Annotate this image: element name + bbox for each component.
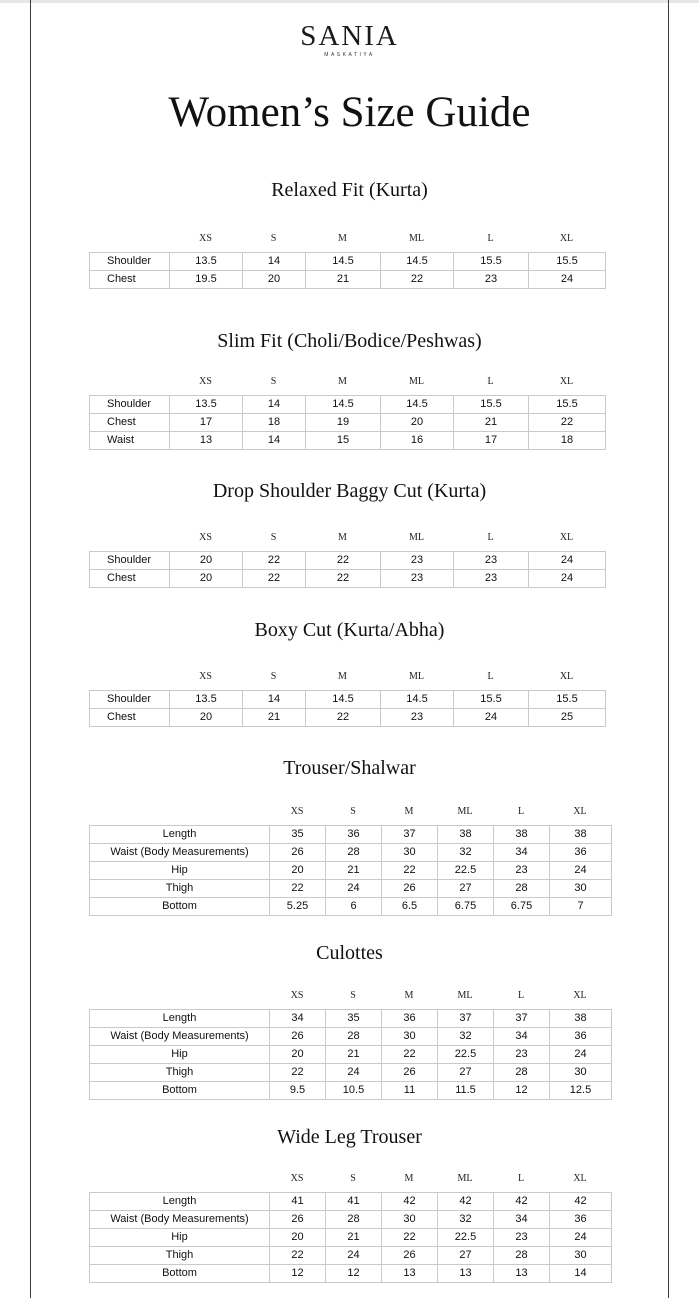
measurement-value: 41 <box>270 1193 326 1211</box>
table-row <box>90 880 612 898</box>
measurement-value: 23 <box>454 271 529 289</box>
measurement-value: 25 <box>529 709 606 727</box>
measurement-value: 24 <box>550 1229 612 1247</box>
measurement-value: 21 <box>454 414 529 432</box>
measurement-label: Shoulder <box>90 396 170 414</box>
measurement-value: 13 <box>170 432 243 450</box>
size-label-m: M <box>404 1173 414 1184</box>
measurement-label: Waist (Body Measurements) <box>90 1211 270 1229</box>
measurement-value: 42 <box>438 1193 494 1211</box>
table-row <box>90 709 606 727</box>
size-label-xl: XL <box>559 532 574 543</box>
measurement-value: 38 <box>494 826 550 844</box>
table-row <box>90 826 612 844</box>
size-label-m: M <box>338 376 347 387</box>
measurement-value: 34 <box>270 1010 326 1028</box>
measurement-value: 32 <box>438 844 494 862</box>
measurement-value: 22 <box>270 1247 326 1265</box>
measurement-value: 13 <box>382 1265 438 1283</box>
measurement-value: 30 <box>550 1247 612 1265</box>
measurement-value: 22 <box>270 880 326 898</box>
size-table-wide-leg-trouser <box>89 1192 612 1283</box>
measurement-value: 15 <box>306 432 381 450</box>
size-header-wide-leg-trouser <box>0 1173 699 1187</box>
measurement-value: 13 <box>438 1265 494 1283</box>
measurement-value: 12 <box>494 1082 550 1100</box>
measurement-value: 6.5 <box>382 898 438 916</box>
measurement-value: 13 <box>494 1265 550 1283</box>
size-label-ml: ML <box>457 806 473 817</box>
measurement-label: Chest <box>90 271 170 289</box>
measurement-value: 20 <box>243 271 306 289</box>
size-label-xl: XL <box>559 233 574 244</box>
table-row <box>90 898 612 916</box>
measurement-value: 24 <box>529 271 606 289</box>
measurement-value: 12.5 <box>550 1082 612 1100</box>
size-table-culottes <box>89 1009 612 1100</box>
measurement-value: 24 <box>326 1064 382 1082</box>
measurement-value: 36 <box>550 844 612 862</box>
section-title-drop-shoulder-baggy-cut-kurta: Drop Shoulder Baggy Cut (Kurta) <box>212 480 487 502</box>
top-border <box>0 0 699 3</box>
measurement-value: 38 <box>438 826 494 844</box>
measurement-value: 14.5 <box>381 691 454 709</box>
size-label-xl: XL <box>573 806 587 817</box>
measurement-value: 36 <box>326 826 382 844</box>
size-label-ml: ML <box>409 376 424 387</box>
measurement-value: 22 <box>306 570 381 588</box>
size-label-xl: XL <box>573 990 587 1001</box>
measurement-label: Waist (Body Measurements) <box>90 844 270 862</box>
measurement-value: 37 <box>382 826 438 844</box>
measurement-value: 22 <box>382 862 438 880</box>
section-title-culottes: Culottes <box>316 942 383 964</box>
measurement-label: Length <box>90 1193 270 1211</box>
size-label-s: S <box>270 532 277 543</box>
table-row <box>90 1211 612 1229</box>
measurement-value: 26 <box>270 1211 326 1229</box>
measurement-value: 15.5 <box>529 691 606 709</box>
size-label-ml: ML <box>457 1173 473 1184</box>
measurement-value: 10.5 <box>326 1082 382 1100</box>
measurement-value: 22 <box>306 709 381 727</box>
size-label-ml: ML <box>409 532 424 543</box>
measurement-value: 22 <box>270 1064 326 1082</box>
measurement-value: 32 <box>438 1211 494 1229</box>
measurement-value: 36 <box>550 1211 612 1229</box>
measurement-value: 12 <box>270 1265 326 1283</box>
size-label-s: S <box>270 376 277 387</box>
measurement-value: 15.5 <box>454 396 529 414</box>
size-header-trouser-shalwar <box>0 806 699 820</box>
size-label-xs: XS <box>290 1173 304 1184</box>
measurement-value: 22 <box>243 552 306 570</box>
size-label-l: L <box>517 806 525 817</box>
measurement-value: 21 <box>243 709 306 727</box>
measurement-label: Thigh <box>90 880 270 898</box>
measurement-value: 21 <box>306 271 381 289</box>
measurement-value: 35 <box>326 1010 382 1028</box>
measurement-value: 22.5 <box>438 1229 494 1247</box>
measurement-value: 23 <box>454 570 529 588</box>
measurement-value: 17 <box>454 432 529 450</box>
section-title-wide-leg-trouser: Wide Leg Trouser <box>277 1126 422 1148</box>
measurement-value: 41 <box>326 1193 382 1211</box>
size-label-ml: ML <box>409 671 424 682</box>
size-table-relaxed-fit-kurta <box>89 252 606 289</box>
measurement-value: 27 <box>438 1247 494 1265</box>
measurement-value: 20 <box>270 1046 326 1064</box>
table-row <box>90 1247 612 1265</box>
size-label-m: M <box>404 806 414 817</box>
measurement-value: 6 <box>326 898 382 916</box>
section-title-slim-fit-choli-bodice-peshwas: Slim Fit (Choli/Bodice/Peshwas) <box>217 330 482 352</box>
size-label-xl: XL <box>559 671 574 682</box>
measurement-value: 5.25 <box>270 898 326 916</box>
measurement-value: 21 <box>326 1229 382 1247</box>
brand-logo: SANIA <box>300 20 399 52</box>
size-label-xs: XS <box>199 671 212 682</box>
table-row <box>90 844 612 862</box>
measurement-value: 26 <box>382 880 438 898</box>
size-label-l: L <box>487 671 494 682</box>
measurement-value: 24 <box>550 862 612 880</box>
measurement-value: 30 <box>382 844 438 862</box>
measurement-value: 20 <box>170 709 243 727</box>
size-label-ml: ML <box>457 990 473 1001</box>
measurement-value: 15.5 <box>454 691 529 709</box>
measurement-value: 36 <box>382 1010 438 1028</box>
measurement-value: 22 <box>382 1046 438 1064</box>
measurement-value: 20 <box>270 862 326 880</box>
measurement-value: 15.5 <box>454 253 529 271</box>
measurement-value: 30 <box>550 1064 612 1082</box>
table-row <box>90 1082 612 1100</box>
measurement-value: 42 <box>550 1193 612 1211</box>
size-label-l: L <box>487 233 494 244</box>
measurement-value: 26 <box>382 1247 438 1265</box>
measurement-value: 7 <box>550 898 612 916</box>
measurement-label: Shoulder <box>90 552 170 570</box>
measurement-value: 21 <box>326 1046 382 1064</box>
measurement-value: 18 <box>529 432 606 450</box>
size-table-slim-fit-choli-bodice-peshwas <box>89 395 606 450</box>
size-label-l: L <box>487 376 494 387</box>
measurement-value: 14 <box>243 432 306 450</box>
measurement-value: 22 <box>529 414 606 432</box>
measurement-value: 11.5 <box>438 1082 494 1100</box>
measurement-value: 37 <box>494 1010 550 1028</box>
measurement-value: 19.5 <box>170 271 243 289</box>
table-row <box>90 570 606 588</box>
measurement-value: 14 <box>550 1265 612 1283</box>
table-row <box>90 1229 612 1247</box>
page-title: Women’s Size Guide <box>168 89 531 136</box>
measurement-value: 12 <box>326 1265 382 1283</box>
measurement-value: 20 <box>270 1229 326 1247</box>
measurement-value: 27 <box>438 1064 494 1082</box>
measurement-value: 13.5 <box>170 691 243 709</box>
measurement-value: 35 <box>270 826 326 844</box>
measurement-label: Thigh <box>90 1247 270 1265</box>
size-label-m: M <box>338 532 347 543</box>
measurement-value: 13.5 <box>170 253 243 271</box>
size-label-l: L <box>517 1173 525 1184</box>
table-row <box>90 1064 612 1082</box>
measurement-value: 21 <box>326 862 382 880</box>
measurement-value: 24 <box>529 570 606 588</box>
measurement-value: 28 <box>494 1064 550 1082</box>
measurement-label: Waist <box>90 432 170 450</box>
size-label-xl: XL <box>559 376 574 387</box>
measurement-value: 27 <box>438 880 494 898</box>
measurement-value: 28 <box>494 880 550 898</box>
table-row <box>90 1265 612 1283</box>
size-label-xs: XS <box>199 532 212 543</box>
measurement-label: Shoulder <box>90 691 170 709</box>
measurement-value: 16 <box>381 432 454 450</box>
measurement-value: 34 <box>494 1211 550 1229</box>
measurement-value: 28 <box>326 1211 382 1229</box>
measurement-value: 24 <box>326 880 382 898</box>
size-table-trouser-shalwar <box>89 825 612 916</box>
measurement-value: 24 <box>529 552 606 570</box>
measurement-value: 28 <box>494 1247 550 1265</box>
measurement-value: 14.5 <box>306 396 381 414</box>
measurement-value: 15.5 <box>529 253 606 271</box>
size-label-l: L <box>487 532 494 543</box>
size-label-xl: XL <box>573 1173 587 1184</box>
measurement-label: Hip <box>90 1046 270 1064</box>
measurement-value: 20 <box>170 552 243 570</box>
table-row <box>90 862 612 880</box>
measurement-value: 24 <box>454 709 529 727</box>
size-header-drop-shoulder-baggy-cut-kurta <box>0 532 699 546</box>
size-label-ml: ML <box>409 233 424 244</box>
measurement-value: 14 <box>243 253 306 271</box>
table-row <box>90 414 606 432</box>
size-header-boxy-cut-kurta-abha <box>0 671 699 685</box>
measurement-label: Thigh <box>90 1064 270 1082</box>
section-title-relaxed-fit-kurta: Relaxed Fit (Kurta) <box>271 179 428 201</box>
measurement-value: 14 <box>243 396 306 414</box>
measurement-label: Chest <box>90 570 170 588</box>
section-title-trouser-shalwar: Trouser/Shalwar <box>283 757 416 779</box>
measurement-value: 23 <box>494 862 550 880</box>
measurement-value: 24 <box>326 1247 382 1265</box>
measurement-value: 32 <box>438 1028 494 1046</box>
size-label-m: M <box>338 233 347 244</box>
measurement-value: 11 <box>382 1082 438 1100</box>
size-label-s: S <box>350 1173 356 1184</box>
size-label-s: S <box>270 233 277 244</box>
table-row <box>90 271 606 289</box>
measurement-value: 38 <box>550 1010 612 1028</box>
measurement-value: 17 <box>170 414 243 432</box>
measurement-label: Bottom <box>90 1082 270 1100</box>
measurement-value: 15.5 <box>529 396 606 414</box>
measurement-value: 14.5 <box>306 691 381 709</box>
size-label-xs: XS <box>199 233 212 244</box>
measurement-value: 36 <box>550 1028 612 1046</box>
measurement-value: 6.75 <box>494 898 550 916</box>
measurement-value: 22.5 <box>438 1046 494 1064</box>
measurement-value: 9.5 <box>270 1082 326 1100</box>
measurement-value: 19 <box>306 414 381 432</box>
measurement-label: Chest <box>90 414 170 432</box>
size-label-xs: XS <box>199 376 212 387</box>
measurement-value: 13.5 <box>170 396 243 414</box>
measurement-label: Bottom <box>90 898 270 916</box>
measurement-value: 23 <box>381 552 454 570</box>
size-table-boxy-cut-kurta-abha <box>89 690 606 727</box>
measurement-label: Bottom <box>90 1265 270 1283</box>
measurement-value: 26 <box>270 844 326 862</box>
measurement-label: Length <box>90 826 270 844</box>
measurement-label: Hip <box>90 1229 270 1247</box>
brand-logo-subtitle: MASKATIYA <box>324 52 375 58</box>
measurement-value: 34 <box>494 844 550 862</box>
size-header-slim-fit-choli-bodice-peshwas <box>0 376 699 390</box>
size-label-l: L <box>517 990 525 1001</box>
measurement-label: Length <box>90 1010 270 1028</box>
measurement-value: 23 <box>381 709 454 727</box>
table-row <box>90 432 606 450</box>
measurement-value: 42 <box>382 1193 438 1211</box>
size-header-culottes <box>0 990 699 1004</box>
measurement-value: 28 <box>326 844 382 862</box>
measurement-value: 23 <box>494 1229 550 1247</box>
size-header-relaxed-fit-kurta <box>0 233 699 247</box>
table-row <box>90 1010 612 1028</box>
section-title-boxy-cut-kurta-abha: Boxy Cut (Kurta/Abha) <box>254 619 445 641</box>
measurement-value: 34 <box>494 1028 550 1046</box>
measurement-value: 30 <box>550 880 612 898</box>
table-row <box>90 552 606 570</box>
measurement-value: 22 <box>243 570 306 588</box>
measurement-label: Hip <box>90 862 270 880</box>
table-row <box>90 1028 612 1046</box>
measurement-value: 14.5 <box>306 253 381 271</box>
measurement-label: Chest <box>90 709 170 727</box>
measurement-value: 18 <box>243 414 306 432</box>
measurement-value: 22 <box>306 552 381 570</box>
table-row <box>90 1193 612 1211</box>
table-row <box>90 691 606 709</box>
table-row <box>90 253 606 271</box>
measurement-value: 23 <box>381 570 454 588</box>
measurement-value: 30 <box>382 1211 438 1229</box>
measurement-value: 28 <box>326 1028 382 1046</box>
measurement-value: 24 <box>550 1046 612 1064</box>
measurement-value: 30 <box>382 1028 438 1046</box>
size-label-xs: XS <box>290 806 304 817</box>
measurement-value: 22 <box>381 271 454 289</box>
size-label-s: S <box>350 806 356 817</box>
measurement-value: 23 <box>494 1046 550 1064</box>
measurement-value: 26 <box>382 1064 438 1082</box>
measurement-value: 23 <box>454 552 529 570</box>
size-label-m: M <box>338 671 347 682</box>
measurement-value: 42 <box>494 1193 550 1211</box>
measurement-value: 38 <box>550 826 612 844</box>
measurement-value: 20 <box>170 570 243 588</box>
size-table-drop-shoulder-baggy-cut-kurta <box>89 551 606 588</box>
measurement-value: 26 <box>270 1028 326 1046</box>
size-label-m: M <box>404 990 414 1001</box>
measurement-value: 22 <box>382 1229 438 1247</box>
measurement-value: 14.5 <box>381 396 454 414</box>
size-label-s: S <box>270 671 277 682</box>
measurement-value: 14.5 <box>381 253 454 271</box>
table-row <box>90 396 606 414</box>
measurement-value: 22.5 <box>438 862 494 880</box>
measurement-value: 37 <box>438 1010 494 1028</box>
table-row <box>90 1046 612 1064</box>
measurement-label: Waist (Body Measurements) <box>90 1028 270 1046</box>
size-label-xs: XS <box>290 990 304 1001</box>
measurement-value: 6.75 <box>438 898 494 916</box>
measurement-value: 14 <box>243 691 306 709</box>
measurement-label: Shoulder <box>90 253 170 271</box>
measurement-value: 20 <box>381 414 454 432</box>
size-label-s: S <box>350 990 356 1001</box>
